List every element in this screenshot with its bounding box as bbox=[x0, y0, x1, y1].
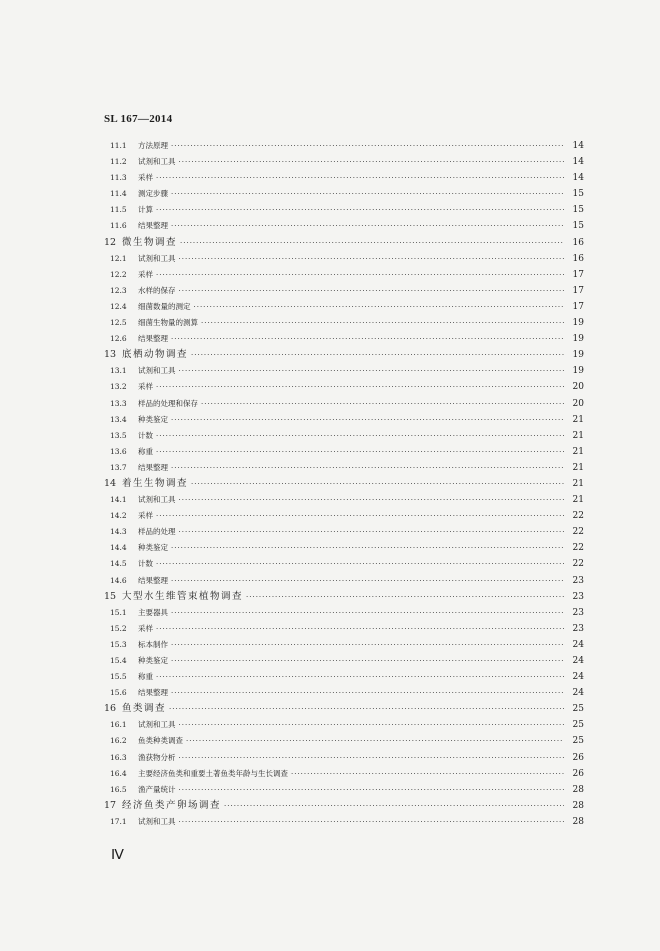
toc-entry-page: 28 bbox=[572, 816, 584, 827]
toc-dot-leader bbox=[156, 508, 564, 524]
table-of-contents bbox=[104, 138, 584, 830]
toc-entry-number: 13.6 bbox=[110, 446, 127, 456]
toc-entry-number: 12.5 bbox=[110, 318, 127, 328]
toc-section-entry[interactable] bbox=[110, 540, 584, 556]
toc-entry-title: 结果整理 bbox=[138, 575, 168, 585]
toc-entry-number: 15.1 bbox=[110, 607, 127, 617]
toc-dot-leader bbox=[186, 733, 564, 749]
toc-entry-title: 方法原理 bbox=[138, 141, 168, 150]
toc-section-entry[interactable] bbox=[110, 621, 584, 637]
toc-dot-leader bbox=[171, 138, 564, 154]
toc-entry-number: 12.4 bbox=[110, 301, 127, 311]
toc-section-entry[interactable] bbox=[110, 492, 584, 508]
toc-entry-title: 结果整理 bbox=[138, 334, 168, 344]
toc-section-entry[interactable] bbox=[110, 717, 584, 733]
toc-section-entry[interactable] bbox=[110, 605, 584, 621]
toc-entry-title: 采样 bbox=[138, 511, 153, 521]
toc-section-entry[interactable] bbox=[110, 412, 584, 428]
toc-dot-leader bbox=[224, 798, 564, 814]
toc-entry-page: 19 bbox=[572, 318, 584, 329]
toc-section-entry[interactable] bbox=[110, 750, 584, 766]
toc-dot-leader bbox=[156, 267, 564, 283]
toc-entry-title: 试剂和工具 bbox=[138, 720, 176, 730]
toc-entry-title: 结果整理 bbox=[138, 462, 168, 472]
toc-entry-number: 16.2 bbox=[110, 736, 127, 746]
toc-entry-title: 计数 bbox=[138, 430, 153, 440]
toc-entry-title: 鱼类种类调查 bbox=[138, 736, 183, 746]
toc-entry-number: 11.4 bbox=[110, 189, 127, 199]
toc-entry-page: 23 bbox=[572, 607, 584, 618]
toc-entry-title: 着生生物调查 bbox=[122, 477, 189, 489]
toc-entry-number: 15.6 bbox=[110, 688, 127, 698]
toc-entry-title: 试剂和工具 bbox=[138, 157, 176, 167]
toc-entry-number: 16 bbox=[104, 703, 117, 715]
toc-dot-leader bbox=[179, 717, 565, 733]
toc-entry-page: 19 bbox=[572, 366, 584, 377]
toc-entry-page: 16 bbox=[572, 237, 584, 248]
toc-dot-leader bbox=[171, 218, 564, 234]
toc-entry-number: 11.5 bbox=[110, 205, 127, 215]
toc-entry-number: 17 bbox=[104, 799, 117, 811]
toc-dot-leader bbox=[156, 202, 564, 218]
toc-dot-leader bbox=[171, 653, 564, 669]
toc-entry-title: 计算 bbox=[138, 205, 153, 215]
toc-entry-title: 采样 bbox=[138, 173, 153, 183]
toc-dot-leader bbox=[246, 589, 564, 605]
toc-entry-number: 14.1 bbox=[110, 495, 127, 505]
toc-dot-leader bbox=[156, 556, 564, 572]
toc-section-entry[interactable] bbox=[110, 508, 584, 524]
toc-entry-title: 结果整理 bbox=[138, 221, 168, 231]
toc-section-entry[interactable] bbox=[110, 444, 584, 460]
toc-section-entry[interactable] bbox=[110, 186, 584, 202]
toc-dot-leader bbox=[171, 573, 564, 589]
toc-entry-number: 16.1 bbox=[110, 720, 127, 730]
toc-entry-title: 测定步骤 bbox=[138, 189, 168, 199]
toc-section-entry[interactable] bbox=[110, 299, 584, 315]
toc-entry-title: 微生物调查 bbox=[122, 236, 178, 248]
toc-entry-page: 17 bbox=[572, 269, 584, 280]
toc-section-entry[interactable] bbox=[110, 379, 584, 395]
toc-entry-page: 24 bbox=[572, 656, 584, 666]
toc-section-entry[interactable] bbox=[110, 766, 584, 782]
toc-entry-page: 28 bbox=[572, 784, 584, 795]
page-number-footer: Ⅳ bbox=[111, 848, 124, 863]
toc-section-entry[interactable] bbox=[110, 138, 584, 154]
toc-entry-number: 14.5 bbox=[110, 559, 127, 569]
toc-entry-page: 23 bbox=[572, 575, 584, 586]
toc-chapter-entry[interactable] bbox=[104, 798, 584, 814]
toc-entry-number: 14 bbox=[104, 477, 117, 489]
toc-entry-title: 标本制作 bbox=[138, 639, 168, 649]
toc-dot-leader bbox=[171, 331, 564, 347]
toc-entry-page: 22 bbox=[572, 527, 584, 538]
toc-entry-page: 23 bbox=[572, 623, 584, 634]
toc-entry-number: 13.4 bbox=[110, 414, 127, 424]
toc-entry-title: 称重 bbox=[138, 672, 153, 682]
toc-entry-page: 14 bbox=[572, 157, 584, 168]
toc-dot-leader bbox=[179, 492, 565, 508]
toc-dot-leader bbox=[171, 460, 564, 476]
toc-entry-page: 21 bbox=[572, 430, 584, 441]
toc-entry-title: 采样 bbox=[138, 623, 153, 633]
toc-dot-leader bbox=[171, 637, 564, 653]
toc-entry-title: 称重 bbox=[138, 446, 153, 456]
toc-entry-number: 15.5 bbox=[110, 672, 127, 682]
toc-section-entry[interactable] bbox=[110, 283, 584, 299]
toc-entry-number: 14.3 bbox=[110, 527, 127, 537]
toc-section-entry[interactable] bbox=[110, 267, 584, 283]
toc-section-entry[interactable] bbox=[110, 573, 584, 589]
toc-entry-title: 水样的保存 bbox=[138, 285, 176, 295]
toc-entry-title: 经济鱼类产卵场调查 bbox=[122, 799, 222, 811]
toc-entry-page: 19 bbox=[572, 350, 584, 361]
toc-entry-page: 24 bbox=[572, 672, 584, 683]
toc-dot-leader bbox=[180, 235, 564, 251]
toc-dot-leader bbox=[179, 154, 565, 170]
toc-entry-number: 16.5 bbox=[110, 784, 127, 794]
toc-dot-leader bbox=[194, 299, 565, 315]
toc-entry-page: 15 bbox=[572, 189, 584, 200]
toc-dot-leader bbox=[179, 814, 565, 830]
toc-entry-page: 15 bbox=[572, 205, 584, 216]
toc-section-entry[interactable] bbox=[110, 315, 584, 331]
toc-entry-number: 12.1 bbox=[110, 253, 127, 263]
toc-entry-page: 24 bbox=[572, 639, 584, 650]
toc-chapter-entry[interactable] bbox=[104, 701, 584, 717]
toc-dot-leader bbox=[171, 412, 564, 428]
standard-code-header: SL 167—2014 bbox=[104, 113, 173, 125]
toc-section-entry[interactable] bbox=[110, 363, 584, 379]
toc-entry-number: 14.4 bbox=[110, 543, 127, 553]
toc-entry-number: 11.6 bbox=[110, 221, 127, 231]
toc-entry-title: 细菌数量的测定 bbox=[138, 301, 191, 311]
toc-dot-leader bbox=[156, 379, 564, 395]
toc-entry-number: 12.3 bbox=[110, 285, 127, 295]
toc-chapter-entry[interactable] bbox=[104, 347, 584, 363]
toc-section-entry[interactable] bbox=[110, 637, 584, 653]
toc-entry-page: 17 bbox=[572, 301, 584, 312]
toc-dot-leader bbox=[291, 766, 564, 782]
toc-entry-page: 15 bbox=[572, 221, 584, 232]
toc-entry-page: 21 bbox=[572, 462, 584, 473]
toc-dot-leader bbox=[179, 750, 565, 766]
toc-dot-leader bbox=[179, 363, 565, 379]
toc-dot-leader bbox=[156, 621, 564, 637]
toc-entry-page: 24 bbox=[572, 688, 584, 699]
toc-entry-number: 13 bbox=[104, 349, 117, 361]
toc-entry-number: 15 bbox=[104, 590, 117, 602]
toc-section-entry[interactable] bbox=[110, 685, 584, 701]
toc-entry-title: 试剂和工具 bbox=[138, 253, 176, 263]
toc-section-entry[interactable] bbox=[110, 524, 584, 540]
toc-entry-title: 种类鉴定 bbox=[138, 543, 168, 553]
toc-section-entry[interactable] bbox=[110, 460, 584, 476]
toc-entry-number: 13.2 bbox=[110, 382, 127, 392]
toc-entry-title: 试剂和工具 bbox=[138, 816, 176, 826]
toc-entry-title: 底栖动物调查 bbox=[122, 349, 189, 361]
toc-entry-number: 13.5 bbox=[110, 430, 127, 440]
toc-entry-title: 种类鉴定 bbox=[138, 414, 168, 424]
toc-dot-leader bbox=[179, 251, 565, 267]
toc-dot-leader bbox=[191, 476, 564, 492]
toc-entry-page: 21 bbox=[572, 478, 584, 489]
toc-entry-number: 17.1 bbox=[110, 816, 127, 826]
toc-entry-title: 试剂和工具 bbox=[138, 495, 176, 505]
toc-entry-page: 21 bbox=[572, 446, 584, 457]
toc-entry-number: 11.2 bbox=[110, 157, 127, 167]
toc-entry-number: 15.4 bbox=[110, 656, 127, 665]
toc-section-entry[interactable] bbox=[110, 653, 584, 669]
toc-entry-title: 样品的处理和保存 bbox=[138, 398, 198, 408]
toc-entry-title: 大型水生维管束植物调查 bbox=[122, 590, 244, 602]
toc-dot-leader bbox=[179, 524, 565, 540]
toc-entry-number: 12.2 bbox=[110, 269, 127, 279]
toc-entry-title: 种类鉴定 bbox=[138, 656, 168, 665]
toc-entry-title: 细菌生物量的测算 bbox=[138, 318, 198, 328]
toc-entry-title: 采样 bbox=[138, 269, 153, 279]
toc-entry-page: 25 bbox=[572, 736, 584, 747]
toc-dot-leader bbox=[169, 701, 564, 717]
toc-entry-page: 21 bbox=[572, 414, 584, 425]
toc-section-entry[interactable] bbox=[110, 814, 584, 830]
toc-section-entry[interactable] bbox=[110, 669, 584, 685]
toc-entry-page: 20 bbox=[572, 382, 584, 393]
toc-entry-title: 主要器具 bbox=[138, 607, 168, 617]
toc-section-entry[interactable] bbox=[110, 396, 584, 412]
toc-entry-title: 样品的处理 bbox=[138, 527, 176, 537]
toc-entry-page: 28 bbox=[572, 800, 584, 811]
toc-dot-leader bbox=[156, 170, 564, 186]
toc-entry-page: 14 bbox=[572, 173, 584, 184]
toc-entry-page: 16 bbox=[572, 253, 584, 264]
toc-entry-number: 11.3 bbox=[110, 173, 127, 183]
toc-section-entry[interactable] bbox=[110, 154, 584, 170]
toc-entry-title: 主要经济鱼类和重要土著鱼类年龄与生长调查 bbox=[138, 768, 288, 778]
toc-dot-leader bbox=[191, 347, 564, 363]
toc-entry-number: 15.3 bbox=[110, 639, 127, 649]
toc-chapter-entry[interactable] bbox=[104, 476, 584, 492]
toc-section-entry[interactable] bbox=[110, 556, 584, 572]
toc-entry-page: 25 bbox=[572, 704, 584, 715]
toc-dot-leader bbox=[156, 428, 564, 444]
toc-section-entry[interactable] bbox=[110, 331, 584, 347]
toc-entry-page: 22 bbox=[572, 511, 584, 522]
toc-chapter-entry[interactable] bbox=[104, 235, 584, 251]
toc-entry-title: 试剂和工具 bbox=[138, 366, 176, 376]
toc-entry-page: 22 bbox=[572, 559, 584, 570]
toc-entry-number: 13.7 bbox=[110, 462, 127, 472]
toc-entry-title: 计数 bbox=[138, 559, 153, 569]
toc-section-entry[interactable] bbox=[110, 428, 584, 444]
toc-entry-page: 26 bbox=[572, 752, 584, 763]
toc-entry-title: 渔获物分析 bbox=[138, 752, 176, 762]
toc-entry-title: 采样 bbox=[138, 382, 153, 392]
toc-dot-leader bbox=[171, 540, 564, 556]
toc-entry-page: 19 bbox=[572, 334, 584, 345]
toc-dot-leader bbox=[156, 444, 564, 460]
toc-entry-title: 鱼类调查 bbox=[122, 703, 167, 715]
toc-entry-number: 12.6 bbox=[110, 334, 127, 344]
toc-dot-leader bbox=[171, 186, 564, 202]
toc-dot-leader bbox=[156, 669, 564, 685]
toc-section-entry[interactable] bbox=[110, 782, 584, 798]
toc-section-entry[interactable] bbox=[110, 202, 584, 218]
toc-dot-leader bbox=[171, 685, 564, 701]
toc-section-entry[interactable] bbox=[110, 218, 584, 234]
toc-entry-number: 12 bbox=[104, 236, 117, 248]
toc-entry-number: 13.1 bbox=[110, 366, 127, 376]
toc-entry-page: 26 bbox=[572, 768, 584, 779]
toc-entry-number: 15.2 bbox=[110, 623, 127, 633]
toc-section-entry[interactable] bbox=[110, 733, 584, 749]
toc-dot-leader bbox=[179, 283, 565, 299]
toc-dot-leader bbox=[201, 396, 564, 412]
toc-chapter-entry[interactable] bbox=[104, 589, 584, 605]
toc-dot-leader bbox=[179, 782, 565, 798]
toc-section-entry[interactable] bbox=[110, 170, 584, 186]
toc-entry-page: 22 bbox=[572, 543, 584, 554]
toc-entry-number: 14.2 bbox=[110, 511, 127, 521]
toc-entry-number: 11.1 bbox=[110, 141, 127, 150]
toc-entry-page: 21 bbox=[572, 495, 584, 506]
toc-entry-page: 25 bbox=[572, 720, 584, 731]
toc-entry-page: 17 bbox=[572, 285, 584, 296]
toc-entry-title: 结果整理 bbox=[138, 688, 168, 698]
toc-entry-page: 14 bbox=[572, 141, 584, 151]
toc-entry-number: 13.3 bbox=[110, 398, 127, 408]
toc-section-entry[interactable] bbox=[110, 251, 584, 267]
toc-dot-leader bbox=[171, 605, 564, 621]
toc-entry-title: 渔产量统计 bbox=[138, 784, 176, 794]
toc-entry-page: 23 bbox=[572, 591, 584, 602]
toc-entry-number: 16.4 bbox=[110, 768, 127, 778]
toc-dot-leader bbox=[201, 315, 564, 331]
toc-entry-page: 20 bbox=[572, 398, 584, 409]
toc-entry-number: 16.3 bbox=[110, 752, 127, 762]
toc-entry-number: 14.6 bbox=[110, 575, 127, 585]
